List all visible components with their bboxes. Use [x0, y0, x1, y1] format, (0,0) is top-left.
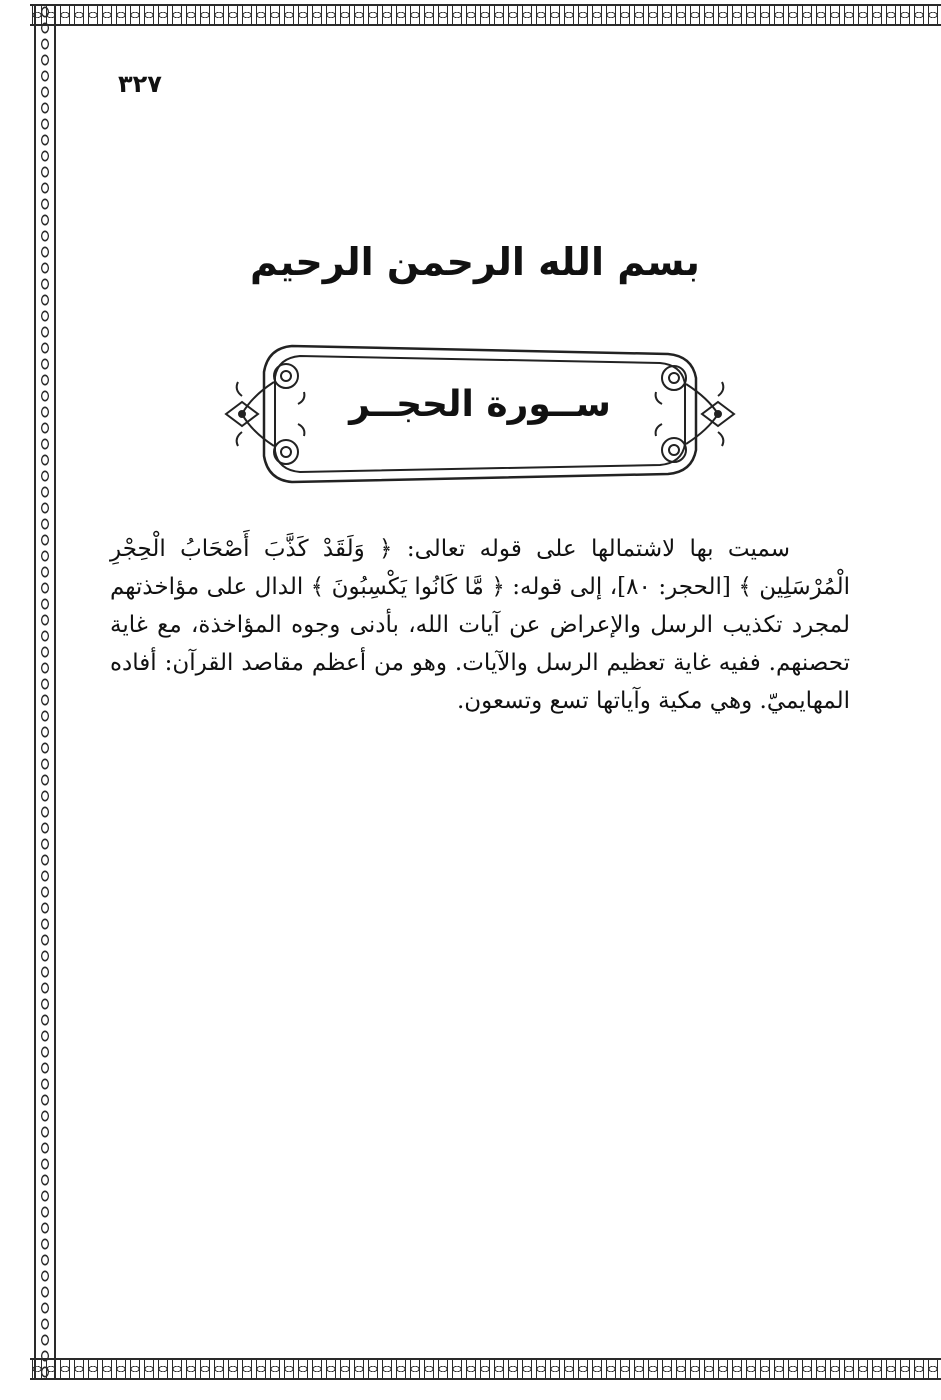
decorative-border-top	[30, 4, 941, 26]
page-number: ٣٢٧	[118, 70, 162, 98]
surah-title: ســورة الحجــر	[349, 384, 611, 425]
paragraph-text: سميت بها لاشتمالها على قوله تعالى: ﴿ وَلَقَدْ كَذَّبَ أَصْحَابُ الْحِجْرِ الْمُرْسَلِين ﴾ [الحجر: ٨٠]، إلى قوله: ﴿ مَّا كَانُوا يَكْسِبُونَ ﴾ الدال على مؤاخذتهم لمجرد تكذيب الرسل والإعراض عن آيات الله، بأدنى وجوه المؤاخذة، مع غاية تحصنهم. ففيه غاية تعظيم الرسل والآيات. وهو من أعظم مقاصد القرآن: أفاده المهايميّ. وهي مكية وآياتها تسع وتسعون.	[110, 536, 850, 714]
decorative-border-bottom	[30, 1358, 941, 1380]
basmala-heading: بسم الله الرحمن الرحيم	[250, 240, 700, 284]
surah-title-cartouche	[222, 336, 738, 492]
introduction-paragraph	[110, 530, 850, 720]
decorative-border-left	[34, 4, 56, 1380]
